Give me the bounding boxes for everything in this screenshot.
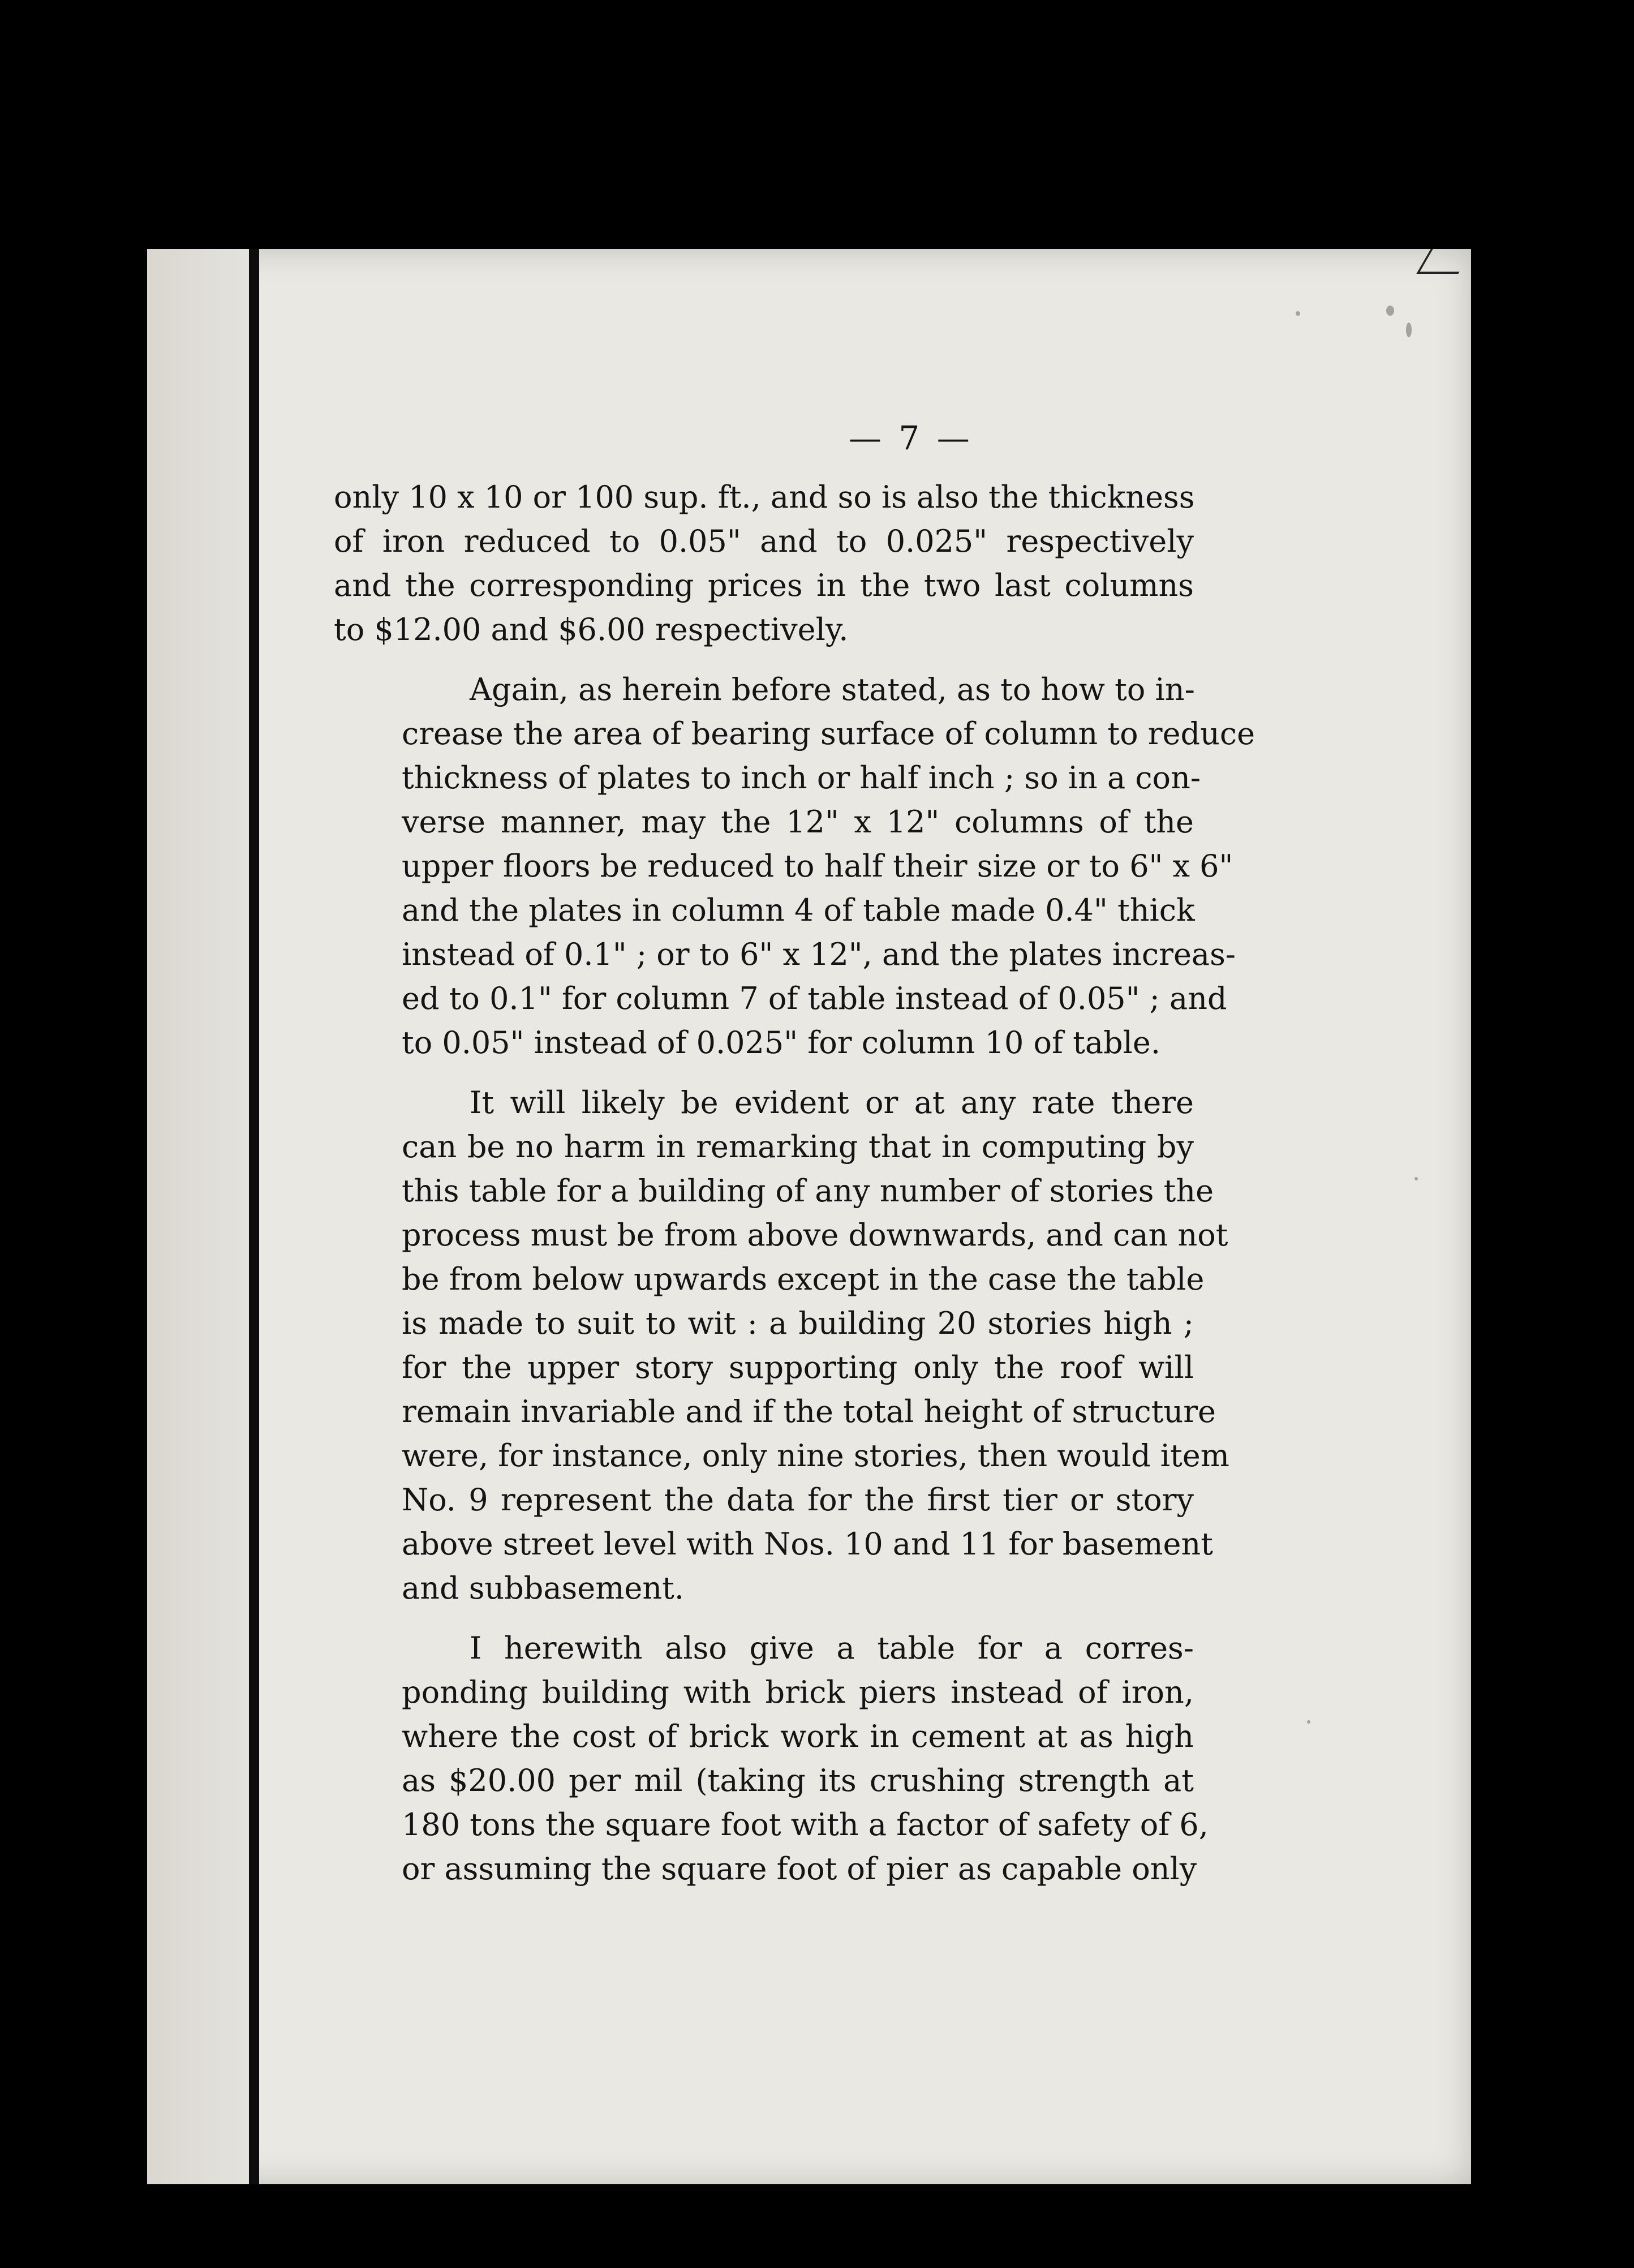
text-line: above street level with Nos. 10 and 11 for basement xyxy=(402,1526,1213,1562)
paper-speck xyxy=(1386,306,1394,316)
text-line: be from below upwards except in the case the table xyxy=(402,1261,1205,1297)
text-line: can be no harm in remarking that in computing by xyxy=(402,1129,1194,1165)
paragraph xyxy=(334,668,1255,1065)
text-line: thickness of plates to inch or half inch ; so in a con- xyxy=(402,760,1201,796)
paragraph xyxy=(334,1626,1209,1891)
paper-speck xyxy=(1296,311,1300,316)
binding-edge-line xyxy=(249,249,259,2184)
text-line: for the upper story supporting only the roof will xyxy=(402,1350,1194,1385)
text-line: and subbasement. xyxy=(402,1570,684,1606)
text-line: and the corresponding prices in the two last columns xyxy=(334,568,1194,603)
text-line: is made to suit to wit : a building 20 stories high ; xyxy=(402,1305,1194,1341)
text-line: as $20.00 per mil (taking its crushing strength at xyxy=(402,1763,1194,1798)
text-line: ed to 0.1" for column 7 of table instead of 0.05" ; and xyxy=(402,981,1227,1016)
text-line: only 10 x 10 or 100 sup. ft., and so is also the thickness xyxy=(334,479,1195,515)
text-line: No. 9 represent the data for the first tier or story xyxy=(402,1482,1194,1518)
text-line: upper floors be reduced to half their size or to 6" x 6" xyxy=(402,848,1233,884)
page-corner-fold xyxy=(1416,249,1472,274)
text-line: where the cost of brick work in cement at as high xyxy=(402,1719,1194,1754)
text-line: 180 tons the square foot with a factor of safety of 6, xyxy=(402,1807,1209,1842)
text-line: Again, as herein before stated, as to how to in- xyxy=(470,672,1195,707)
document-page xyxy=(147,249,1471,2184)
paper-speck xyxy=(1307,1720,1310,1724)
page-number: — 7 — xyxy=(849,419,973,457)
text-line: remain invariable and if the total height of structure xyxy=(402,1394,1216,1429)
text-line: to 0.05" instead of 0.025" for column 10 of table. xyxy=(402,1025,1161,1060)
paper-speck xyxy=(1414,1177,1418,1180)
text-line: verse manner, may the 12" x 12" columns of the xyxy=(402,804,1194,840)
text-line: and the plates in column 4 of table made 0.4" thick xyxy=(402,892,1195,928)
body-text xyxy=(334,475,1255,1907)
paper-speck xyxy=(1406,323,1412,337)
text-line: It will likely be evident or at any rate there xyxy=(470,1085,1194,1120)
text-line: were, for instance, only nine stories, then would item xyxy=(402,1438,1229,1474)
text-line: of iron reduced to 0.05" and to 0.025" respectively xyxy=(334,523,1194,559)
text-line: this table for a building of any number of stories the xyxy=(402,1173,1214,1209)
text-line: process must be from above downwards, and can not xyxy=(402,1217,1228,1253)
text-line: to $12.00 and $6.00 respectively. xyxy=(334,612,849,647)
page-left-margin xyxy=(147,249,249,2184)
text-line: I herewith also give a table for a corres- xyxy=(470,1630,1194,1666)
text-line: instead of 0.1" ; or to 6" x 12", and the plates increas- xyxy=(402,937,1236,972)
text-line: crease the area of bearing surface of column to reduce xyxy=(402,716,1255,751)
paragraph xyxy=(334,1081,1229,1610)
text-line: ponding building with brick piers instead of iron, xyxy=(402,1674,1194,1710)
paragraph xyxy=(334,475,1194,652)
text-line: or assuming the square foot of pier as capable only xyxy=(402,1851,1197,1887)
